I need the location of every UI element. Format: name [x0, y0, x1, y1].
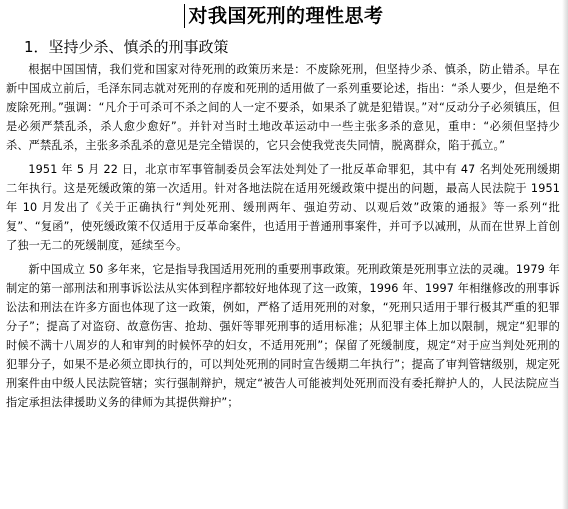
page-edge-shadow	[562, 0, 568, 509]
paragraph-legislation[interactable]: 新中国成立 50 多年来，它是指导我国适用死刑的重要刑事政策。死刑政策是死刑事立法的灵魂。1979 年制定的第一部刑法和刑事诉讼法从实体到程序都较好地体现了这一政策，1996 年、1997 年相继修改的刑事诉讼法和刑法在许多方面也体现了这一政策，例如，严格了适用死刑的对象，“死刑只适用于罪行极其严重的犯罪分子”；提高了对盗窃、故意伤害、抢劫、强奸等罪死刑事的适用标准；从犯罪主体上加以限制，规定“犯罪的时候不满十八周岁的人和审判的时候怀孕的妇女，不适用死刑”；保留了死缓制度，规定“对于应当判处死刑的犯罪分子，如果不是必须立即执行的，可以判处死刑的同时宣告缓期二年执行”；提高了审判管辖级别，规定死刑案件由中级人民法院管辖；实行强制辩护，规定“被告人可能被判处死刑而没有委托辩护人的，人民法院应当指定承担法律援助义务的律师为其提供辩护”；	[6, 263, 560, 409]
paragraph-suspended-death[interactable]: 1951 年 5 月 22 日，北京市军事管制委员会军法处判处了一批反革命罪犯，其中有 47 名判处死刑缓期二年执行。这是死缓政策的第一次适用。针对各地法院在适用死缓政策中提出的问题，最高人民法院于 1951 年 10 月发出了《关于正确执行“判处死刑、缓刑两年、强迫劳动、以观后效”政策的通报》等一系列“批复”、“复函”，使死缓政策不仅适用于反革命案件，也适用于普通刑事案件，并可予以减刑，从而在世界上首创了独一无二的死缓制度，延续至今。	[6, 163, 560, 252]
document-title[interactable]: 对我国死刑的理性思考	[188, 5, 384, 27]
paragraph-policy-history[interactable]: 根据中国国情，我们党和国家对待死刑的政策历来是：不废除死刑，但坚持少杀、慎杀，防止错杀。早在新中国成立前后，毛泽东同志就对死刑的存废和死刑的适用做了一系列重要论述，指出：“杀人要少，但是绝不废除死刑。”强调：“凡介于可杀可不杀之间的人一定不要杀，如果杀了就是犯错误。”对“反动分子必须镇压，但是必须严禁乱杀，杀人愈少愈好”。并针对当时土地改革运动中一些主张多杀的意见，重申：“必须但坚持少杀、严禁乱杀，主张多杀乱杀的意见是完全错误的，它只会使我党丧失同情，脱离群众，陷于孤立。”	[6, 63, 560, 152]
text-cursor	[184, 4, 185, 28]
title-line	[0, 4, 568, 32]
document-body[interactable]	[6, 60, 560, 412]
section-heading[interactable]: 1．坚持少杀、慎杀的刑事政策	[24, 38, 229, 56]
